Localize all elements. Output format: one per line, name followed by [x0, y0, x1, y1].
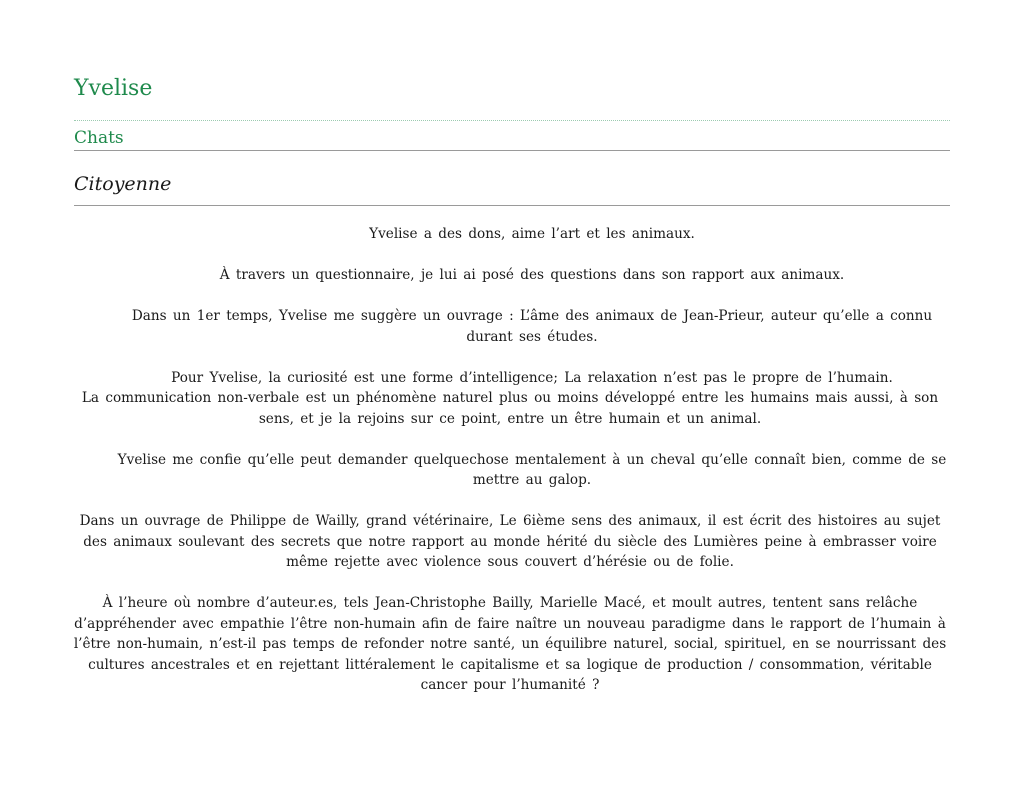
post-body: [73, 224, 950, 716]
header-divider: [74, 120, 950, 121]
title-divider: [74, 205, 950, 206]
paragraph: Dans un 1er temps, Yvelise me suggère un ouvrage : L’âme des animaux de Jean-Prieur, auteur qu’elle a connu durant ses études.: [131, 308, 933, 345]
site-title[interactable]: Yvelise: [74, 76, 153, 101]
paragraph: À travers un questionnaire, je lui ai posé des questions dans son rapport aux animaux.: [219, 267, 845, 283]
paragraph: Yvelise a des dons, aime l’art et les animaux.: [369, 226, 695, 242]
paragraph: Pour Yvelise, la curiosité est une forme d’intelligence; La relaxation n’est pas le propre de l’humain.: [171, 369, 893, 386]
paragraph: La communication non-verbale est un phénomène naturel plus ou moins développé entre les humains mais aussi, à son sens, et je la rejoins sur ce point, entre un être humain et un animal.: [81, 390, 939, 427]
paragraph: Yvelise me confie qu’elle peut demander quelquechose mentalement à un cheval qu’elle connaît bien, comme de se mettre au galop.: [117, 451, 947, 488]
category-link[interactable]: Chats: [74, 128, 124, 148]
paragraph: Dans un ouvrage de Philippe de Wailly, grand vétérinaire, Le 6ième sens des animaux, il est écrit des histoires au sujet des animaux soulevant des secrets que notre rapport au monde hérité du siècle des Lumières peine à embrasser voire même rejette avec violence sous couvert d’hérésie ou de folie.: [79, 513, 941, 570]
category-divider: [74, 150, 950, 151]
post-title: Citoyenne: [74, 173, 172, 195]
paragraph: À l’heure où nombre d’auteur.es, tels Jean-Christophe Bailly, Marielle Macé, et moult autres, tentent sans relâche d’appréhender avec empathie l’être non-humain afin de faire naître un nouveau paradigme dans le rapport de l’humain à l’être non-humain, n’est-il pas temps de refonder notre santé, un équilibre naturel, social, spirituel, en se nourrissant des cultures ancestrales et en rejettant littéralement le capitalisme et sa logique de production / consommation, véritable cancer pour l’humanité ?: [73, 595, 947, 693]
